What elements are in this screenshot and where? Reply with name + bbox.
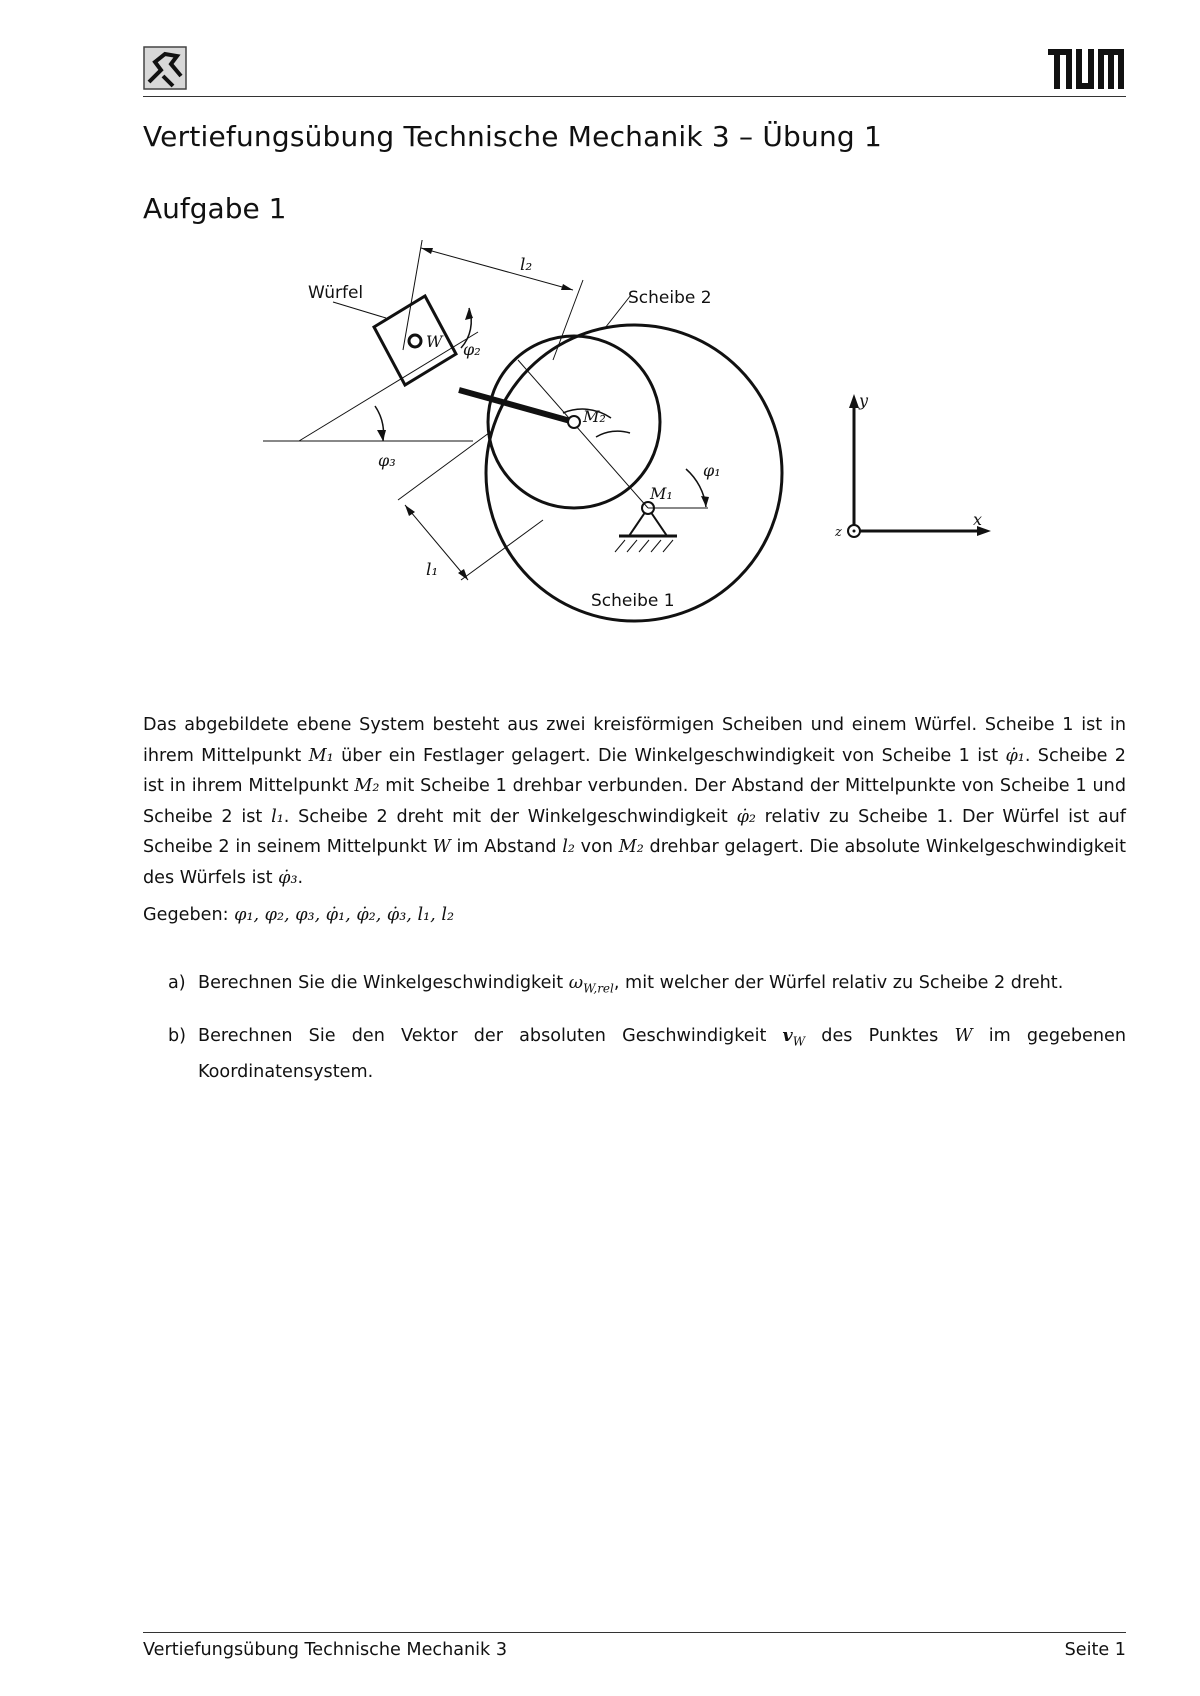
label-phi2: φ₂ bbox=[463, 340, 481, 359]
label-l2: l₂ bbox=[520, 255, 533, 275]
footer-course-name: Vertiefungsübung Technische Mechanik 3 bbox=[143, 1640, 508, 1660]
label-m2: M₂ bbox=[583, 407, 606, 426]
question-text: Berechnen Sie die Winkelgeschwindigkeit $\omega_{W,rel}$, mit welcher der Würfel relativ zu Scheibe 2 dreht. bbox=[198, 973, 1064, 996]
given-label: Gegeben: bbox=[143, 905, 229, 925]
label-m1: M₁ bbox=[650, 484, 673, 503]
footer-rule bbox=[143, 1632, 1126, 1633]
label-wuerfel: Würfel bbox=[308, 283, 364, 303]
axis-x-label: x bbox=[973, 510, 983, 529]
question-marker: b) bbox=[168, 1026, 187, 1047]
header-rule bbox=[143, 96, 1126, 97]
label-l1: l₁ bbox=[426, 560, 439, 580]
label-phi3: φ₃ bbox=[378, 451, 396, 470]
footer-page-number: Seite 1 bbox=[1064, 1640, 1126, 1660]
axis-z-label: z bbox=[835, 525, 842, 540]
coordinate-system bbox=[848, 394, 991, 537]
question-b bbox=[168, 1021, 1126, 1088]
mechanism-figure bbox=[143, 240, 1126, 660]
label-phi1: φ₁ bbox=[703, 461, 721, 480]
m2-pivot bbox=[568, 416, 580, 428]
tum-logo-icon bbox=[1048, 49, 1124, 89]
task-title: Aufgabe 1 bbox=[143, 192, 287, 225]
institute-logo-icon bbox=[143, 46, 187, 90]
given-values: φ₁, φ₂, φ₃, φ̇₁, φ̇₂, φ̇₃, l₁, l₂ bbox=[234, 905, 455, 925]
document-title: Vertiefungsübung Technische Mechanik 3 – Übung 1 bbox=[143, 120, 882, 153]
scheibe1-disk bbox=[486, 325, 782, 621]
question-text: Berechnen Sie den Vektor der absoluten Geschwindigkeit $v_W$ des Punktes W im gegebenen Koordinatensystem. bbox=[198, 1025, 1126, 1083]
rod-m2-w bbox=[459, 390, 574, 422]
label-scheibe2: Scheibe 2 bbox=[628, 288, 712, 308]
label-scheibe1: Scheibe 1 bbox=[591, 591, 675, 611]
given-line bbox=[143, 905, 454, 925]
question-a bbox=[168, 968, 1126, 1004]
question-marker: a) bbox=[168, 973, 186, 993]
problem-description: Das abgebildete ebene System besteht aus zwei kreisförmigen Scheiben und einem Würfel. Scheibe 1 ist in ihrem Mittelpunkt M₁ über ein Festlager gelagert. Die Winkelgeschwindigkeit von Scheibe 1 ist φ̇₁. Scheibe 2 ist in ihrem Mittelpunkt M₂ mit Scheibe 1 drehbar verbunden. Der Abstand der Mittelpunkte von Scheibe 1 und Scheibe 2 ist l₁. Scheibe 2 dreht mit der Winkelgeschwindigkeit φ̇₂ relativ zu Scheibe 1. Der Würfel ist auf Scheibe 2 in seinem Mittelpunkt W im Abstand l₂ von M₂ drehbar gelagert. Die absolute Winkelgeschwindigkeit des Würfels ist φ̇₃. bbox=[143, 715, 1127, 888]
w-pivot bbox=[409, 335, 421, 347]
label-w: W bbox=[426, 332, 443, 351]
axis-y-label: y bbox=[859, 391, 869, 410]
question-list bbox=[168, 968, 1126, 1105]
